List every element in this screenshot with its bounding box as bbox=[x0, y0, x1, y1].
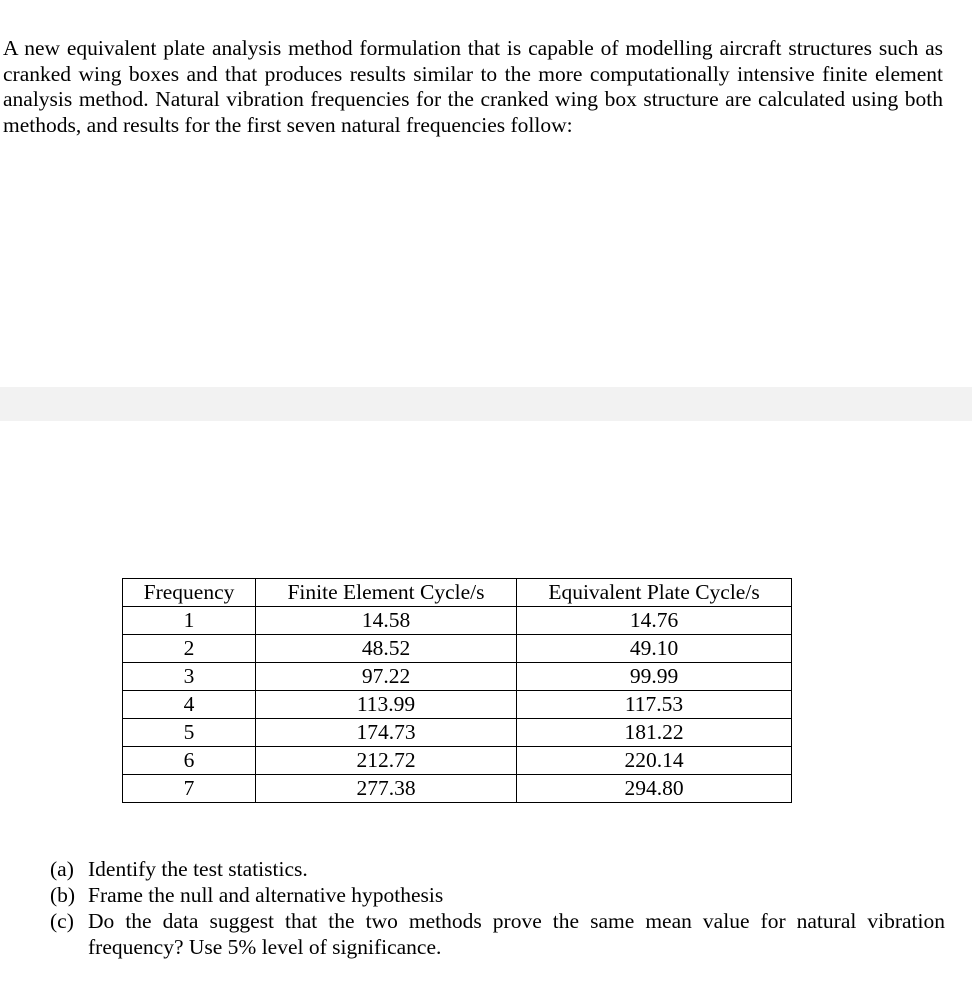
cell-finite-element: 14.58 bbox=[256, 607, 517, 635]
cell-finite-element: 48.52 bbox=[256, 635, 517, 663]
question-label: (b) bbox=[50, 883, 76, 907]
cell-equivalent-plate: 117.53 bbox=[517, 691, 792, 719]
cell-frequency: 3 bbox=[123, 663, 256, 691]
question-label: (c) bbox=[50, 909, 74, 933]
cell-finite-element: 277.38 bbox=[256, 775, 517, 803]
cell-frequency: 2 bbox=[123, 635, 256, 663]
table-header-row bbox=[123, 579, 792, 607]
cell-equivalent-plate: 49.10 bbox=[517, 635, 792, 663]
cell-finite-element: 97.22 bbox=[256, 663, 517, 691]
question-item bbox=[50, 908, 945, 960]
cell-equivalent-plate: 220.14 bbox=[517, 747, 792, 775]
question-text: Do the data suggest that the two methods prove the same mean value for natural vibration frequency? Use 5% level of significance. bbox=[88, 909, 945, 959]
cell-frequency: 7 bbox=[123, 775, 256, 803]
cell-equivalent-plate: 99.99 bbox=[517, 663, 792, 691]
cell-finite-element: 212.72 bbox=[256, 747, 517, 775]
cell-equivalent-plate: 181.22 bbox=[517, 719, 792, 747]
cell-equivalent-plate: 294.80 bbox=[517, 775, 792, 803]
question-text: Frame the null and alternative hypothesis bbox=[88, 883, 444, 907]
header-equivalent-plate: Equivalent Plate Cycle/s bbox=[517, 579, 792, 607]
header-finite-element: Finite Element Cycle/s bbox=[256, 579, 517, 607]
question-label: (a) bbox=[50, 857, 74, 881]
cell-equivalent-plate: 14.76 bbox=[517, 607, 792, 635]
question-item bbox=[50, 882, 945, 908]
question-list bbox=[50, 856, 945, 960]
table-row bbox=[123, 719, 792, 747]
separator-band bbox=[0, 387, 972, 421]
frequency-table bbox=[122, 578, 792, 803]
table-row bbox=[123, 747, 792, 775]
table-row bbox=[123, 607, 792, 635]
table-row bbox=[123, 663, 792, 691]
question-item bbox=[50, 856, 945, 882]
problem-intro: A new equivalent plate analysis method formulation that is capable of modelling aircraft structures such as cranked wing boxes and that produces results similar to the more computationally intensive finite element analysis method. Natural vibration frequencies for the cranked wing box structure are calculated using both methods, and results for the first seven natural frequencies follow: bbox=[3, 36, 943, 137]
table-row bbox=[123, 775, 792, 803]
cell-finite-element: 174.73 bbox=[256, 719, 517, 747]
table-row bbox=[123, 635, 792, 663]
cell-frequency: 5 bbox=[123, 719, 256, 747]
question-text: Identify the test statistics. bbox=[88, 857, 308, 881]
cell-frequency: 6 bbox=[123, 747, 256, 775]
table-row bbox=[123, 691, 792, 719]
cell-frequency: 4 bbox=[123, 691, 256, 719]
header-frequency: Frequency bbox=[123, 579, 256, 607]
cell-frequency: 1 bbox=[123, 607, 256, 635]
cell-finite-element: 113.99 bbox=[256, 691, 517, 719]
